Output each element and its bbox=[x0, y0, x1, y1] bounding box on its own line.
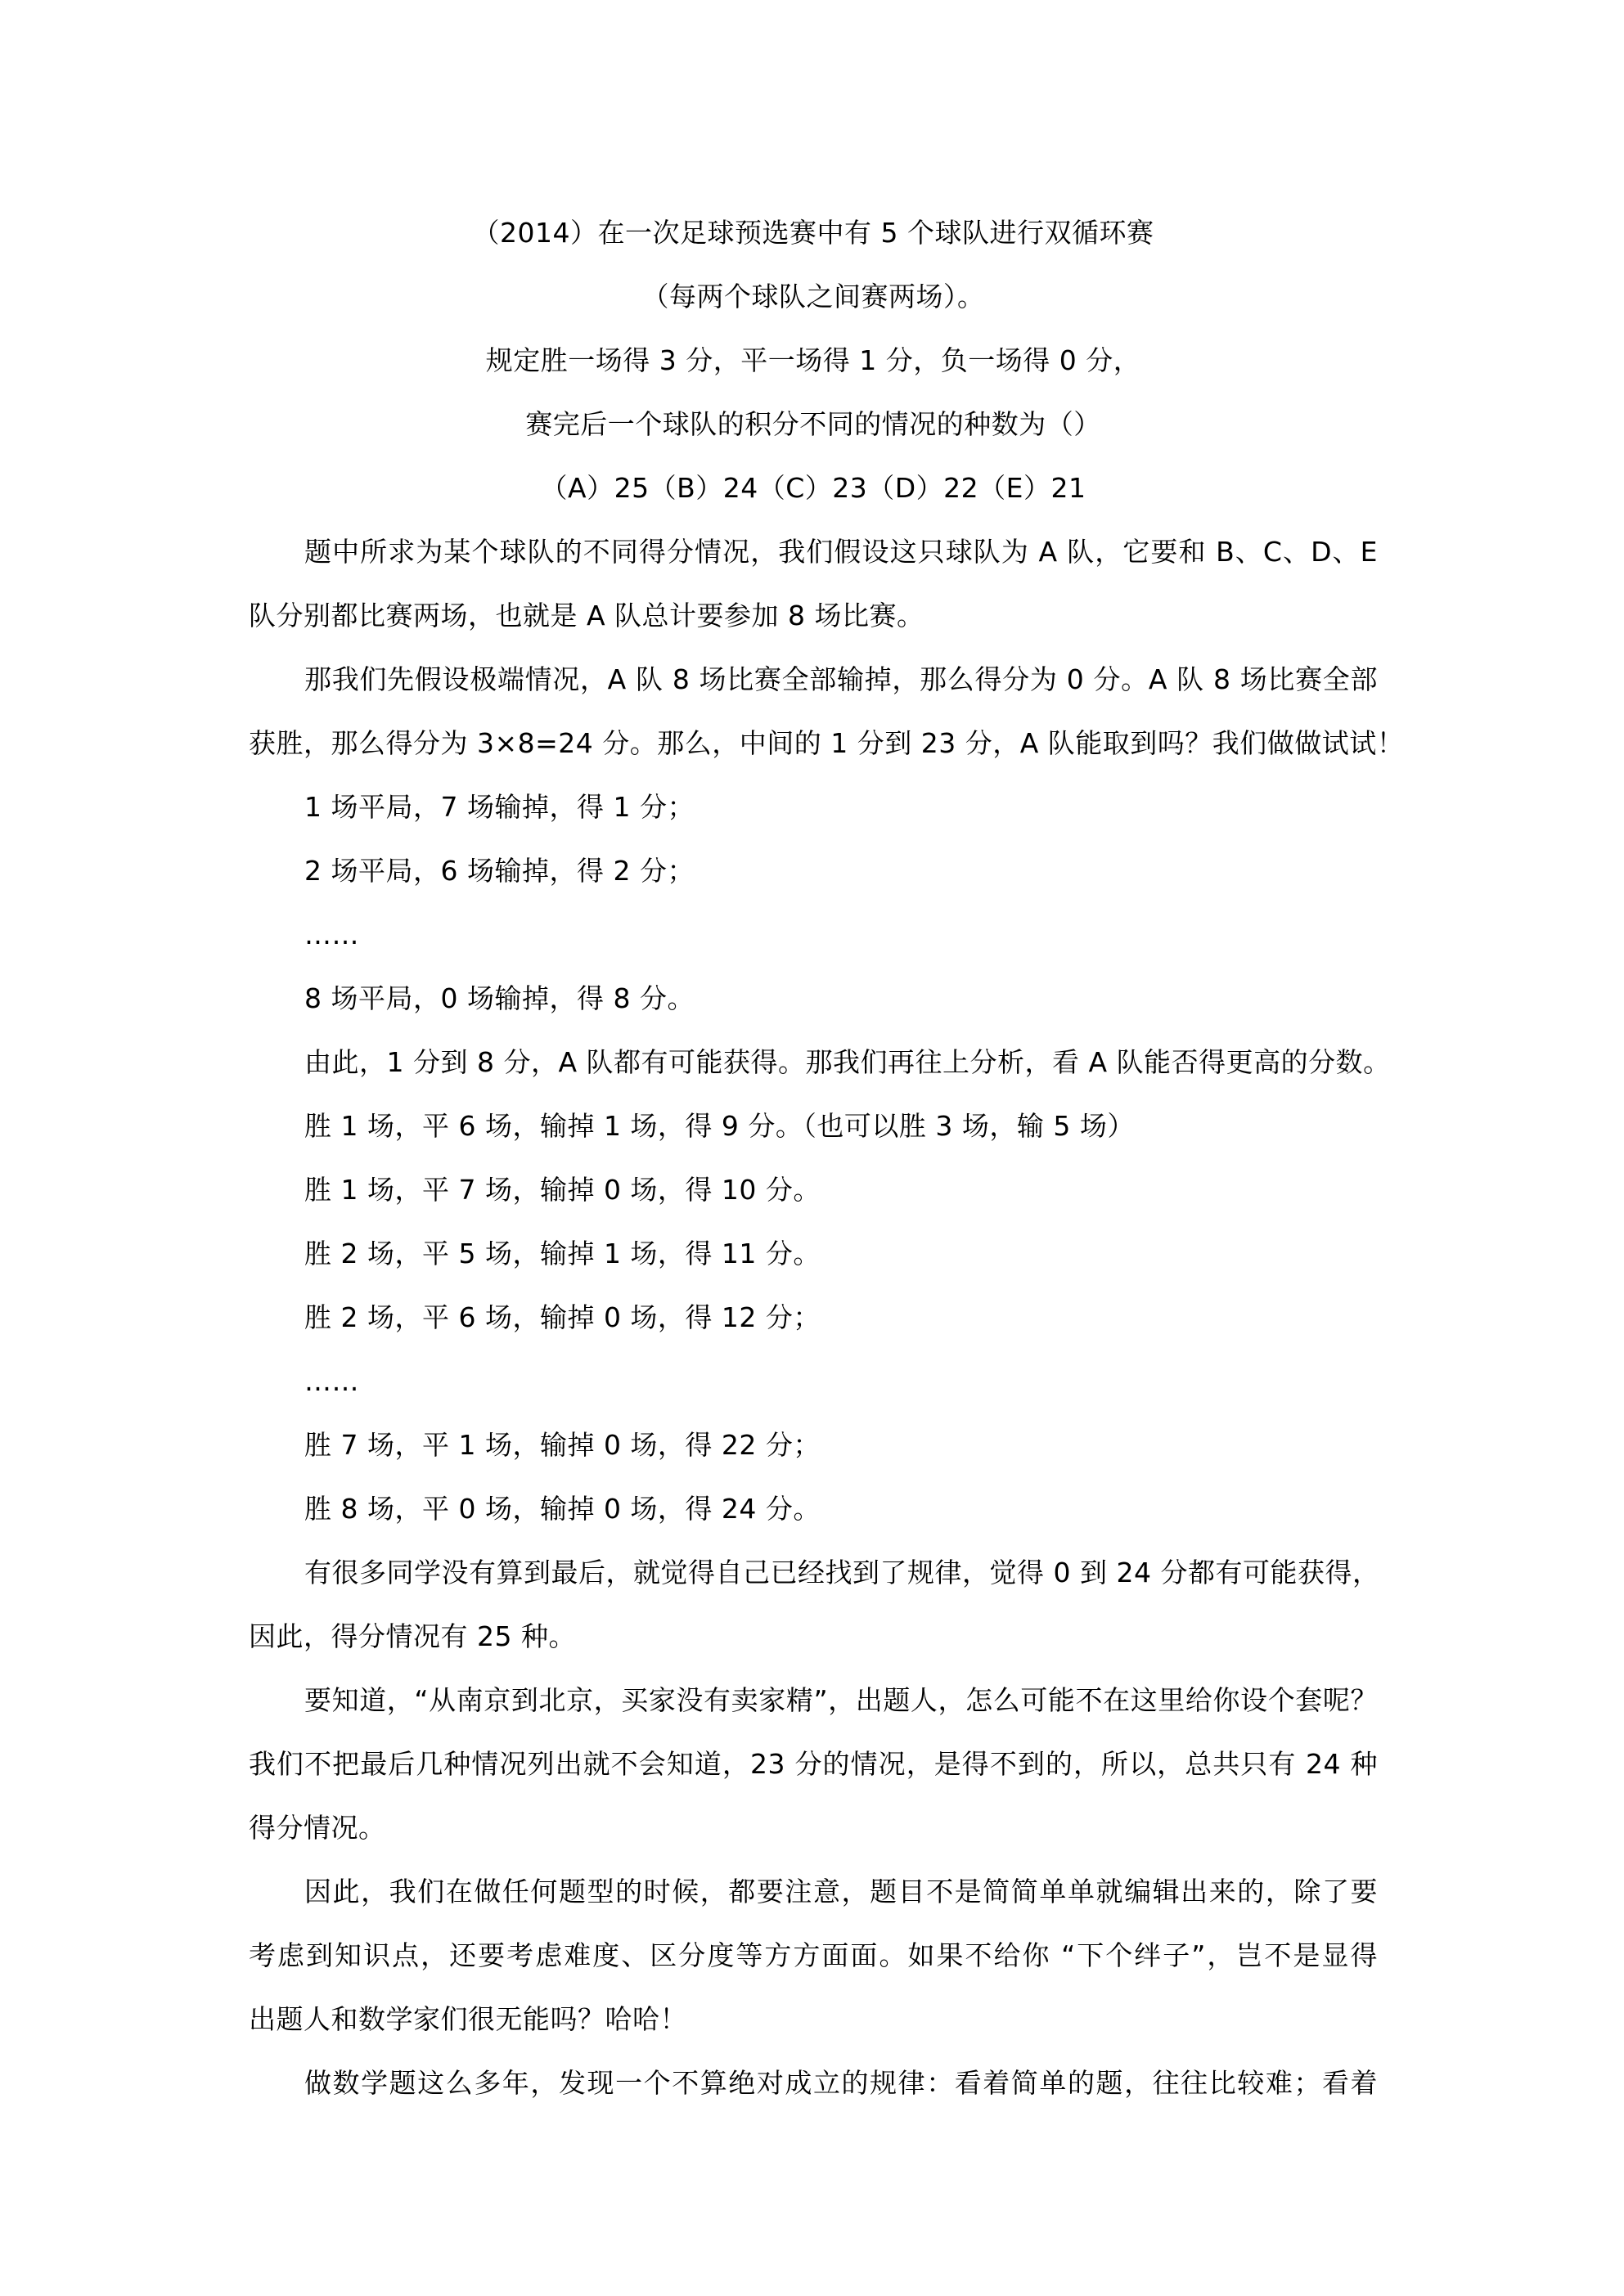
question-line: 规定胜一场得 3 分，平一场得 1 分，负一场得 0 分， bbox=[485, 344, 1141, 376]
analysis-block bbox=[249, 520, 1405, 2115]
case-item: 8 场平局，0 场输掉，得 8 分。 bbox=[304, 982, 695, 1014]
case-item: 胜 1 场，平 7 场，输掉 0 场，得 10 分。 bbox=[304, 1174, 821, 1206]
paragraph-line: 得分情况。 bbox=[249, 1812, 386, 1844]
paragraph-extreme bbox=[249, 648, 1405, 775]
win-case-list bbox=[249, 1094, 1378, 1541]
case-item: 1 场平局，7 场输掉，得 1 分； bbox=[304, 791, 695, 823]
case-item: 胜 8 场，平 0 场，输掉 0 场，得 24 分。 bbox=[304, 1493, 821, 1525]
question-line: 赛完后一个球队的积分不同的情况的种数为（） bbox=[525, 408, 1101, 440]
paragraph-intro bbox=[249, 520, 1378, 648]
paragraph-line: 题中所求为某个球队的不同得分情况，我们假设这只球队为 A 队，它要和 B、C、D、E bbox=[304, 536, 1378, 568]
paragraph-line: 有很多同学没有算到最后，就觉得自己已经找到了规律，觉得 0 到 24 分都有可能获得， bbox=[304, 1557, 1380, 1588]
question-block bbox=[249, 201, 1378, 520]
paragraph-line: 因此，得分情况有 25 种。 bbox=[249, 1620, 576, 1652]
document-page bbox=[249, 201, 1405, 2115]
paragraph-advice bbox=[249, 1860, 1378, 2051]
question-line: （2014）在一次足球预选赛中有 5 个球队进行双循环赛 bbox=[472, 217, 1154, 249]
paragraph-closing bbox=[249, 2051, 1378, 2115]
case-item: 胜 1 场，平 6 场，输掉 1 场，得 9 分。（也可以胜 3 场，输 5 场） bbox=[304, 1110, 1135, 1142]
question-line: （每两个球队之间赛两场）。 bbox=[641, 281, 985, 312]
case-item: 胜 7 场，平 1 场，输掉 0 场，得 22 分； bbox=[304, 1429, 821, 1461]
paragraph-line: 那我们先假设极端情况，A 队 8 场比赛全部输掉，那么得分为 0 分。A 队 8 场比赛全部 bbox=[304, 663, 1378, 695]
paragraph-line: 队分别都比赛两场，也就是 A 队总计要参加 8 场比赛。 bbox=[249, 600, 924, 631]
paragraph-line: 要知道，“从南京到北京，买家没有卖家精”，出题人，怎么可能不在这里给你设个套呢？ bbox=[304, 1684, 1378, 1716]
draw-case-list bbox=[249, 775, 1378, 1031]
case-item: 胜 2 场，平 6 场，输掉 0 场，得 12 分； bbox=[304, 1301, 821, 1333]
case-item: 2 场平局，6 场输掉，得 2 分； bbox=[304, 855, 695, 887]
answer-options: （A）25（B）24（C）23（D）22（E）21 bbox=[540, 472, 1086, 504]
ellipsis: …… bbox=[304, 1365, 359, 1397]
paragraph-line: 出题人和数学家们很无能吗？哈哈！ bbox=[249, 2003, 687, 2035]
paragraph-line: 获胜，那么得分为 3×8=24 分。那么，中间的 1 分到 23 分，A 队能取到吗？我们做做试试！ bbox=[249, 727, 1405, 759]
paragraph-line: 因此，我们在做任何题型的时候，都要注意，题目不是简简单单就编辑出来的，除了要 bbox=[304, 1876, 1378, 1907]
paragraph-line: 做数学题这么多年，发现一个不算绝对成立的规律：看着简单的题，往往比较难；看着 bbox=[304, 2067, 1378, 2099]
paragraph-trap bbox=[249, 1669, 1378, 1860]
paragraph-line: 考虑到知识点，还要考虑难度、区分度等方方面面。如果不给你 “下个绊子”，岂不是显得 bbox=[249, 1939, 1378, 1971]
paragraph-line: 我们不把最后几种情况列出就不会知道，23 分的情况，是得不到的，所以，总共只有 24 种 bbox=[249, 1748, 1378, 1780]
case-item: 胜 2 场，平 5 场，输掉 1 场，得 11 分。 bbox=[304, 1238, 821, 1269]
paragraph-mistake bbox=[249, 1541, 1378, 1669]
paragraph-transition: 由此，1 分到 8 分，A 队都有可能获得。那我们再往上分析，看 A 队能否得更高的分数。 bbox=[304, 1046, 1391, 1078]
ellipsis: …… bbox=[304, 919, 359, 950]
